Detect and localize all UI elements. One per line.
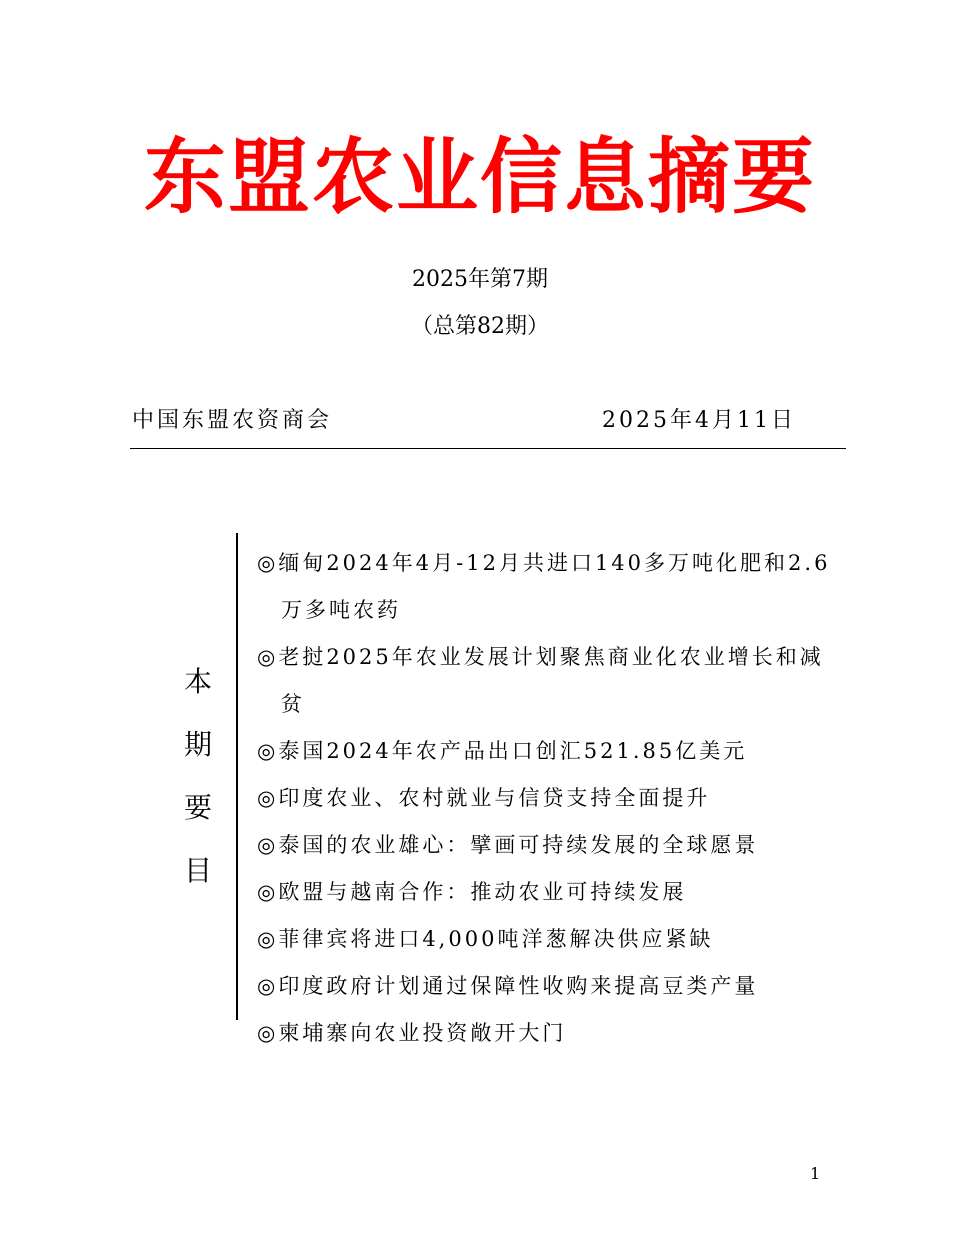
toc-label-char: 本 [183, 665, 212, 698]
toc-list [257, 540, 847, 1057]
toc-item[interactable]: ◎印度政府计划通过保障性收购来提高豆类产量 [257, 974, 759, 998]
toc-item[interactable]: ◎缅甸2024年4月-12月共进口140多万吨化肥和2.6万多吨农药 [257, 551, 831, 622]
publication-date: 2025年4月11日 [602, 408, 796, 433]
issue-number: 2025年第7期 [412, 267, 548, 292]
toc-item[interactable]: ◎泰国2024年农产品出口创汇521.85亿美元 [257, 739, 748, 763]
toc-label-char: 期 [183, 728, 212, 761]
toc-item[interactable]: ◎老挝2025年农业发展计划聚焦商业化农业增长和减贫 [257, 645, 824, 716]
publisher-name: 中国东盟农资商会 [132, 408, 333, 433]
page-number: 1 [810, 1164, 821, 1183]
toc-item[interactable]: ◎柬埔寨向农业投资敞开大门 [257, 1021, 567, 1045]
toc-item[interactable]: ◎菲律宾将进口4,000吨洋葱解决供应紧缺 [257, 927, 714, 951]
toc-divider [236, 533, 238, 1020]
toc-label [170, 650, 226, 902]
masthead-title: 东盟农业信息摘要 [143, 130, 816, 225]
toc-item[interactable]: ◎印度农业、农村就业与信贷支持全面提升 [257, 786, 711, 810]
toc-label-char: 目 [183, 854, 212, 887]
header-rule [130, 448, 846, 449]
toc-item[interactable]: ◎泰国的农业雄心：擘画可持续发展的全球愿景 [257, 833, 759, 857]
total-issue-number: （总第82期） [411, 314, 549, 339]
toc-label-char: 要 [183, 791, 212, 824]
toc-item[interactable]: ◎欧盟与越南合作：推动农业可持续发展 [257, 880, 687, 904]
